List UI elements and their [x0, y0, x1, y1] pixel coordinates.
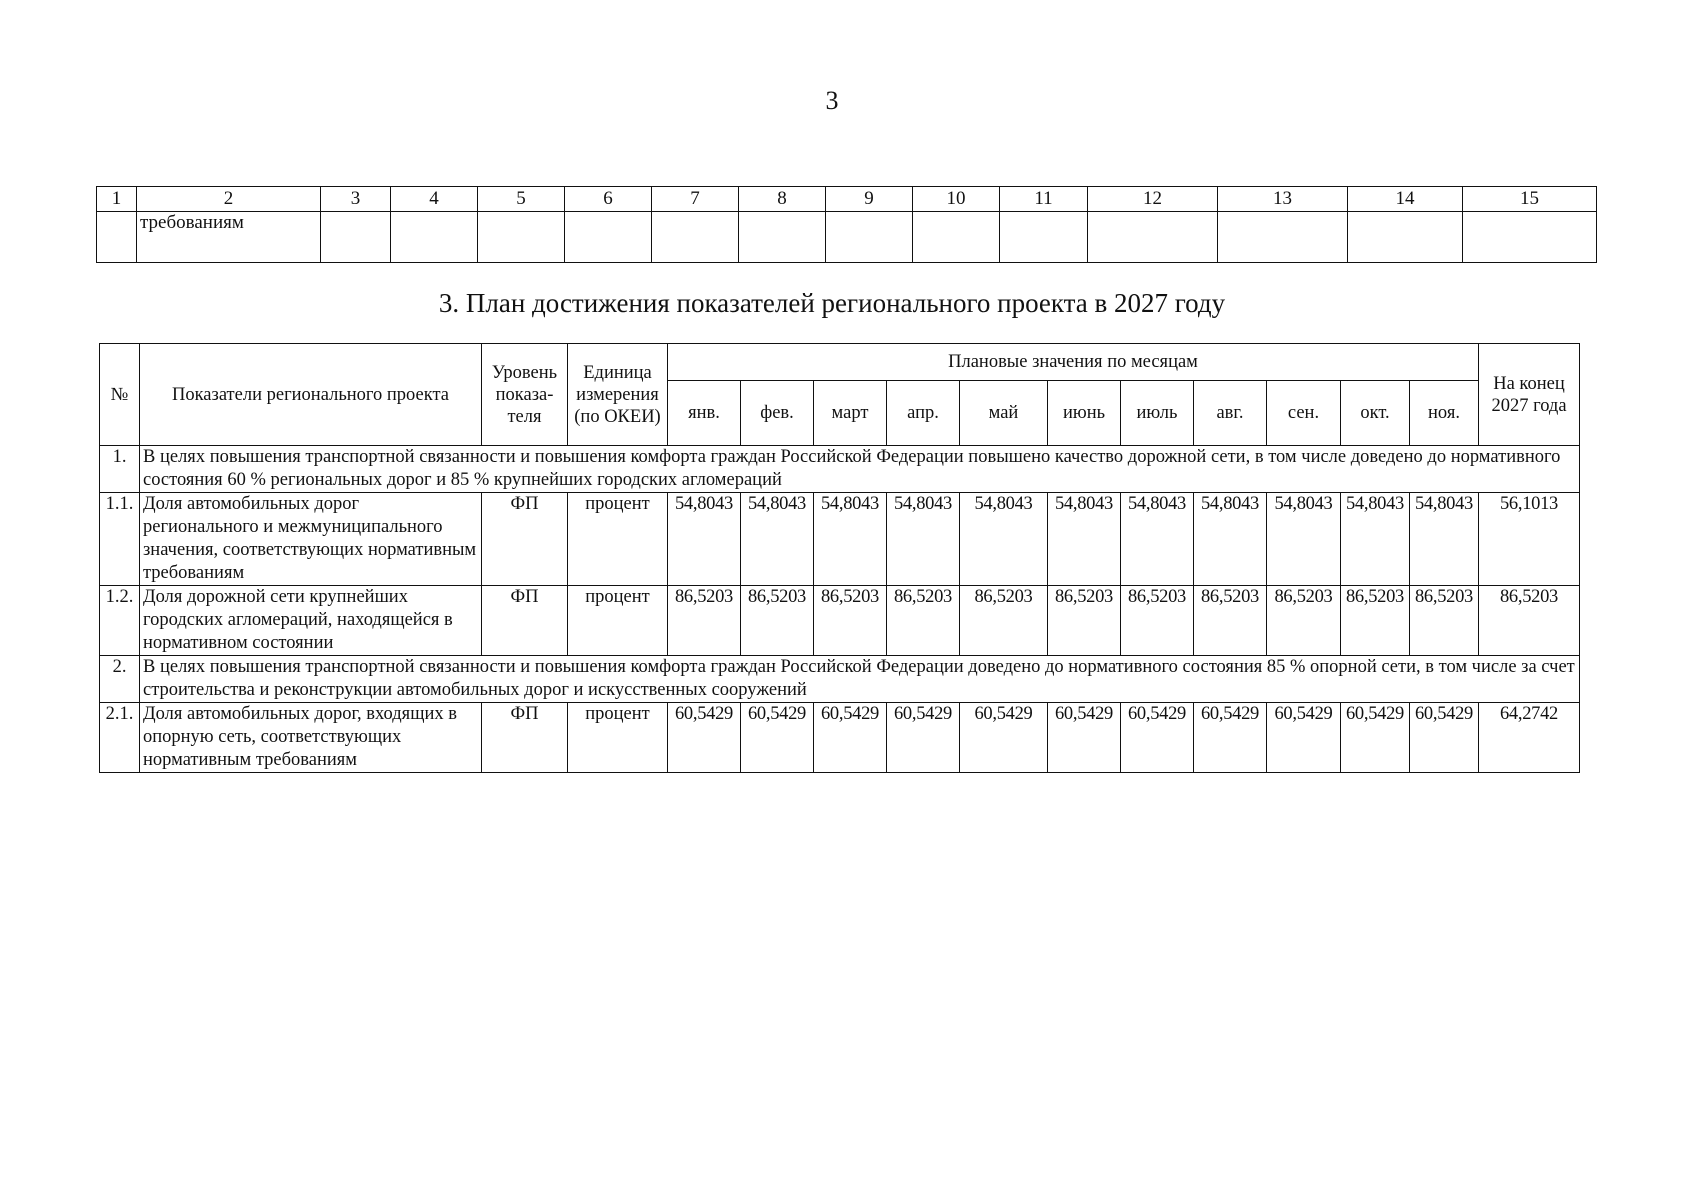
month-value: 60,5429 — [814, 703, 887, 773]
indicator-name: Доля автомобильных дорог регионального и межмуниципального значения, соответствующих нормативным требованиям — [140, 493, 482, 586]
month-value: 54,8043 — [1267, 493, 1341, 586]
header-month: фев. — [741, 381, 814, 446]
month-value: 54,8043 — [1121, 493, 1194, 586]
header-month: авг. — [1194, 381, 1267, 446]
month-value: 60,5429 — [1410, 703, 1479, 773]
continuation-header-row — [97, 187, 1597, 212]
page-number: 3 — [825, 86, 839, 115]
column-number: 15 — [1463, 187, 1597, 212]
month-value: 60,5429 — [1194, 703, 1267, 773]
column-number: 13 — [1218, 187, 1348, 212]
column-number: 10 — [913, 187, 1000, 212]
plan-table — [99, 343, 1580, 773]
month-value: 60,5429 — [887, 703, 960, 773]
indicator-unit: процент — [568, 703, 668, 773]
indicator-name: Доля автомобильных дорог, входящих в опорную сеть, соответствующих нормативным требованиям — [140, 703, 482, 773]
column-number: 8 — [739, 187, 826, 212]
month-value: 60,5429 — [1341, 703, 1410, 773]
indicator-row — [100, 586, 1580, 656]
month-value: 54,8043 — [960, 493, 1048, 586]
goal-row — [100, 446, 1580, 493]
header-month: июнь — [1048, 381, 1121, 446]
month-value: 86,5203 — [741, 586, 814, 656]
header-month: ноя. — [1410, 381, 1479, 446]
month-value: 54,8043 — [741, 493, 814, 586]
header-unit: Единица измерения (по ОКЕИ) — [568, 344, 668, 446]
column-number: 5 — [478, 187, 565, 212]
month-value: 60,5429 — [1267, 703, 1341, 773]
indicator-number: 2.1. — [100, 703, 140, 773]
column-number: 2 — [137, 187, 321, 212]
month-value: 86,5203 — [1048, 586, 1121, 656]
header-month: янв. — [668, 381, 741, 446]
continuation-table — [96, 186, 1597, 263]
month-value: 60,5429 — [741, 703, 814, 773]
month-value: 86,5203 — [887, 586, 960, 656]
month-value: 60,5429 — [960, 703, 1048, 773]
column-number: 9 — [826, 187, 913, 212]
indicator-unit: процент — [568, 586, 668, 656]
month-value: 54,8043 — [1048, 493, 1121, 586]
column-number: 11 — [1000, 187, 1088, 212]
month-value: 60,5429 — [1048, 703, 1121, 773]
month-value: 54,8043 — [887, 493, 960, 586]
month-value: 86,5203 — [668, 586, 741, 656]
month-value: 54,8043 — [668, 493, 741, 586]
section-title: 3. План достижения показателей регионального проекта в 2027 году — [438, 288, 1226, 318]
column-number: 12 — [1088, 187, 1218, 212]
month-value: 86,5203 — [1121, 586, 1194, 656]
column-number: 7 — [652, 187, 739, 212]
column-number: 6 — [565, 187, 652, 212]
column-number: 4 — [391, 187, 478, 212]
header-month: март — [814, 381, 887, 446]
header-month: сен. — [1267, 381, 1341, 446]
goal-row — [100, 656, 1580, 703]
month-value: 54,8043 — [1410, 493, 1479, 586]
month-value: 86,5203 — [1341, 586, 1410, 656]
column-number: 14 — [1348, 187, 1463, 212]
header-month: апр. — [887, 381, 960, 446]
year-end-value: 86,5203 — [1479, 586, 1580, 656]
indicator-level: ФП — [482, 586, 568, 656]
header-month: июль — [1121, 381, 1194, 446]
month-value: 54,8043 — [1194, 493, 1267, 586]
indicator-number: 1.2. — [100, 586, 140, 656]
header-month: окт. — [1341, 381, 1410, 446]
month-value: 60,5429 — [1121, 703, 1194, 773]
goal-number: 2. — [100, 656, 140, 703]
header-year-end: На конец 2027 года — [1479, 344, 1580, 446]
indicator-level: ФП — [482, 493, 568, 586]
indicator-row — [100, 493, 1580, 586]
indicator-level: ФП — [482, 703, 568, 773]
goal-number: 1. — [100, 446, 140, 493]
header-monthly: Плановые значения по месяцам — [668, 344, 1479, 381]
indicator-unit: процент — [568, 493, 668, 586]
column-number: 3 — [321, 187, 391, 212]
month-value: 86,5203 — [814, 586, 887, 656]
header-num: № — [100, 344, 140, 446]
month-value: 86,5203 — [1267, 586, 1341, 656]
goal-text: В целях повышения транспортной связанности и повышения комфорта граждан Российской Федерации доведено до нормативного состояния 85 % опорной сети, в том числе за счет строительства и реконструкции автомобильных дорог и искусственных сооружений — [140, 656, 1580, 703]
year-end-value: 56,1013 — [1479, 493, 1580, 586]
month-value: 86,5203 — [1194, 586, 1267, 656]
continuation-text: требованиям — [137, 212, 321, 263]
month-value: 60,5429 — [668, 703, 741, 773]
month-value: 54,8043 — [1341, 493, 1410, 586]
month-value: 86,5203 — [960, 586, 1048, 656]
indicator-name: Доля дорожной сети крупнейших городских агломераций, находящейся в нормативном состоянии — [140, 586, 482, 656]
column-number: 1 — [97, 187, 137, 212]
header-indicator: Показатели регионального проекта — [140, 344, 482, 446]
year-end-value: 64,2742 — [1479, 703, 1580, 773]
plan-header-row — [100, 344, 1580, 381]
indicator-number: 1.1. — [100, 493, 140, 586]
continuation-row — [97, 212, 1597, 263]
month-value: 86,5203 — [1410, 586, 1479, 656]
header-level: Уровень показа-теля — [482, 344, 568, 446]
header-month: май — [960, 381, 1048, 446]
month-value: 54,8043 — [814, 493, 887, 586]
goal-text: В целях повышения транспортной связанности и повышения комфорта граждан Российской Федерации повышено качество дорожной сети, в том числе доведено до нормативного состояния 60 % региональных дорог и 85 % крупнейших городских агломераций — [140, 446, 1580, 493]
indicator-row — [100, 703, 1580, 773]
